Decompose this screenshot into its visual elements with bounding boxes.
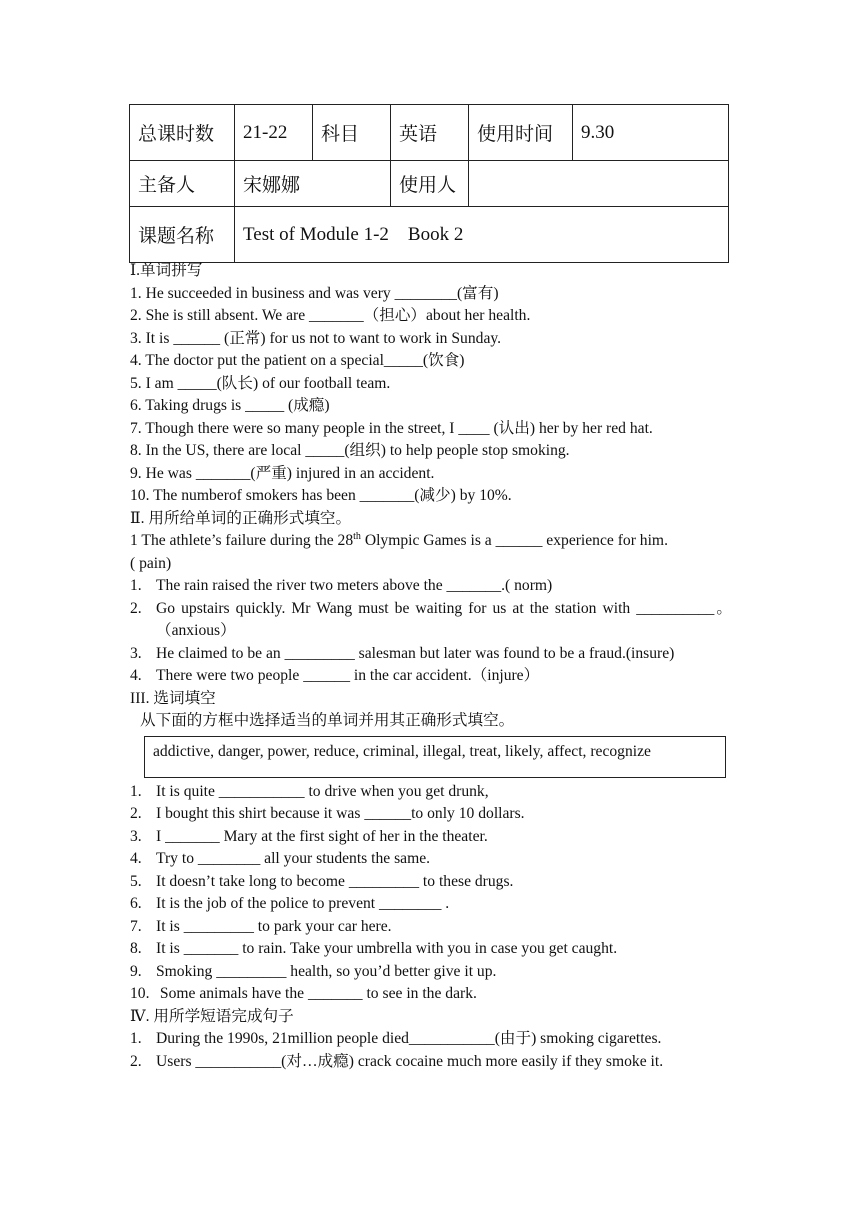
list-item bbox=[130, 916, 732, 939]
item-text: It is _______ to rain. Take your umbrella with you in case you get caught. bbox=[156, 940, 618, 957]
topic-label: 课题名称 bbox=[130, 207, 235, 263]
item-text: Go upstairs quickly. Mr Wang must be waiting for us at the station with __________。（anxious） bbox=[156, 599, 732, 639]
list-item bbox=[130, 643, 732, 666]
list-item bbox=[130, 871, 732, 894]
list-item bbox=[130, 1028, 732, 1051]
ordinal-suffix: th bbox=[353, 530, 361, 542]
section1-list bbox=[130, 283, 732, 508]
item-text: During the 1990s, 21million people died___________(由于) smoking cigarettes. bbox=[156, 1030, 662, 1047]
section3-list bbox=[130, 781, 732, 1006]
section4-list bbox=[130, 1028, 732, 1073]
item-text: Smoking _________ health, so you’d better give it up. bbox=[156, 962, 497, 980]
user-label: 使用人 bbox=[391, 161, 469, 207]
item-text: Users ___________(对…成瘾) crack cocaine much more easily if they smoke it. bbox=[156, 1052, 664, 1070]
subject-label: 科目 bbox=[313, 105, 391, 161]
word-box: addictive, danger, power, reduce, criminal, illegal, treat, likely, affect, recognize bbox=[144, 736, 726, 778]
item-number: 3. bbox=[130, 644, 142, 662]
list-item: 5. I am _____(队长) of our football team. bbox=[130, 374, 391, 392]
item-number: 2. bbox=[130, 599, 142, 617]
section1-title: Ⅰ.单词拼写 bbox=[130, 262, 203, 279]
list-item bbox=[130, 665, 732, 688]
item-text: He claimed to be an _________ salesman but later was found to be a fraud.(insure) bbox=[156, 644, 675, 662]
list-item bbox=[130, 598, 732, 643]
total-hours-label: 总课时数 bbox=[130, 105, 235, 161]
topic-value: Test of Module 1-2 Book 2 bbox=[235, 207, 729, 263]
item-number: 8. bbox=[130, 940, 142, 957]
list-item: 7. Though there were so many people in the street, I ____ (认出) her by her red hat. bbox=[130, 419, 653, 437]
section3-title: III. 选词填空 bbox=[130, 689, 216, 707]
item-text: It doesn’t take long to become _________ to these drugs. bbox=[156, 872, 514, 890]
section2-title: Ⅱ. 用所给单词的正确形式填空。 bbox=[130, 509, 352, 527]
worksheet-content bbox=[130, 260, 732, 1073]
list-item: 3. It is ______ (正常) for us not to want to work in Sunday. bbox=[130, 329, 502, 347]
item-number: 9. bbox=[130, 962, 142, 980]
item-number: 3. bbox=[130, 827, 142, 845]
list-item: 1. He succeeded in business and was very ________(富有) bbox=[130, 284, 499, 302]
section2-first-item bbox=[130, 530, 732, 553]
item-number: 2. bbox=[130, 1052, 142, 1070]
section3-instruction: 从下面的方框中选择适当的单词并用其正确形式填空。 bbox=[140, 712, 515, 729]
list-item bbox=[130, 1051, 732, 1074]
preparer-label: 主备人 bbox=[130, 161, 235, 207]
first-item-text-cont: Olympic Games is a ______ experience for him. bbox=[360, 532, 668, 549]
item-text: I _______ Mary at the first sight of her in the theater. bbox=[156, 827, 488, 845]
item-number: 4. bbox=[130, 850, 142, 867]
first-item-text: 1 The athlete’s failure during the 28 bbox=[130, 532, 354, 549]
item-number: 1. bbox=[130, 782, 142, 800]
item-number: 1. bbox=[130, 1030, 142, 1047]
item-text: Some animals have the _______ to see in the dark. bbox=[156, 985, 477, 1002]
item-text: I bought this shirt because it was ______to only 10 dollars. bbox=[156, 805, 525, 822]
list-item bbox=[130, 848, 732, 871]
item-text: There were two people ______ in the car accident.（injure） bbox=[156, 667, 540, 684]
list-item: 4. The doctor put the patient on a special_____(饮食) bbox=[130, 352, 465, 369]
list-item bbox=[130, 826, 732, 849]
user-value bbox=[469, 161, 729, 207]
list-item: 9. He was _______(严重) injured in an accident. bbox=[130, 464, 435, 482]
item-number: 4. bbox=[130, 667, 142, 684]
item-number: 1. bbox=[130, 577, 142, 594]
section2-first-hint: ( pain) bbox=[130, 554, 172, 572]
list-item bbox=[130, 781, 732, 804]
item-number: 6. bbox=[130, 895, 142, 912]
item-number: 7. bbox=[130, 917, 142, 935]
section4-title: Ⅳ. 用所学短语完成句子 bbox=[130, 1007, 294, 1025]
lesson-info-table bbox=[129, 104, 729, 263]
list-item bbox=[130, 893, 732, 916]
list-item bbox=[130, 983, 732, 1006]
item-number: 10. bbox=[130, 985, 150, 1002]
item-number: 2. bbox=[130, 805, 142, 822]
section2-list bbox=[130, 575, 732, 688]
use-time-value: 9.30 bbox=[573, 105, 729, 161]
item-text: It is _________ to park your car here. bbox=[156, 917, 392, 935]
item-text: Try to ________ all your students the same. bbox=[156, 850, 431, 867]
list-item: 2. She is still absent. We are _______（担心）about her health. bbox=[130, 307, 531, 324]
use-time-label: 使用时间 bbox=[469, 105, 573, 161]
total-hours-value: 21-22 bbox=[235, 105, 313, 161]
preparer-value: 宋娜娜 bbox=[235, 161, 391, 207]
item-number: 5. bbox=[130, 872, 142, 890]
item-text: It is the job of the police to prevent ________ . bbox=[156, 895, 450, 912]
list-item bbox=[130, 938, 732, 961]
list-item: 6. Taking drugs is _____ (成瘾) bbox=[130, 397, 330, 414]
list-item: 10. The numberof smokers has been _______(减少) by 10%. bbox=[130, 487, 512, 504]
item-text: It is quite ___________ to drive when you get drunk, bbox=[156, 782, 489, 800]
list-item bbox=[130, 575, 732, 598]
subject-value: 英语 bbox=[391, 105, 469, 161]
item-text: The rain raised the river two meters above the _______.( norm) bbox=[156, 577, 553, 594]
list-item: 8. In the US, there are local _____(组织) to help people stop smoking. bbox=[130, 442, 570, 459]
list-item bbox=[130, 803, 732, 826]
list-item bbox=[130, 961, 732, 984]
